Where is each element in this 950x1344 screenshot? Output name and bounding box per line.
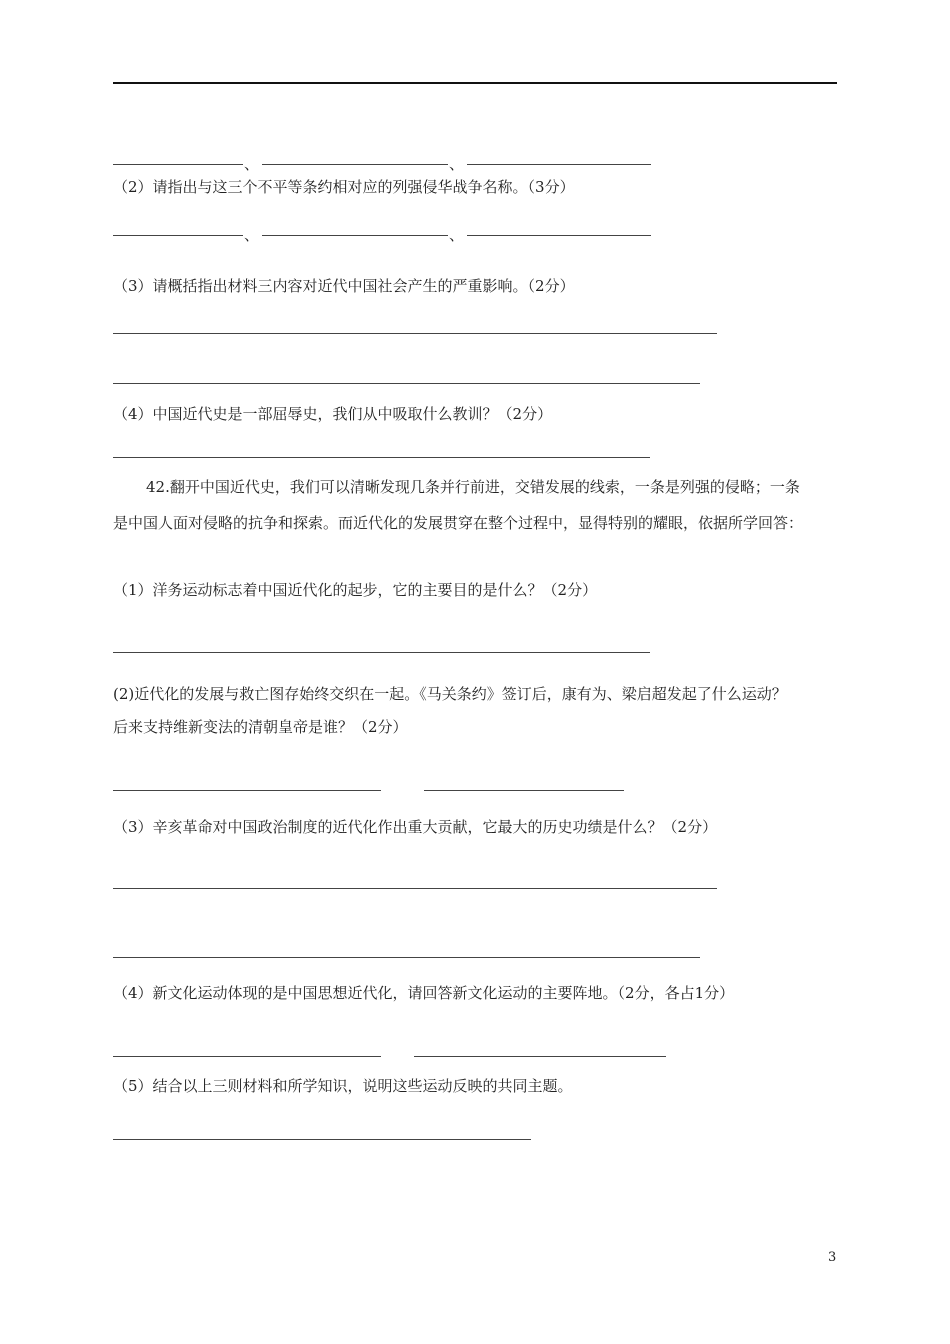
separator: 、 bbox=[244, 226, 260, 244]
question-41-2: （2）请指出与这三个不平等条约相对应的列强侵华战争名称。（3分） bbox=[113, 178, 575, 196]
answer-blank[interactable] bbox=[113, 1139, 531, 1140]
question-42-intro-line1: 42.翻开中国近代史，我们可以清晰发现几条并行前进，交错发展的线索，一条是列强的侵略；一条 bbox=[146, 478, 800, 496]
answer-blank[interactable] bbox=[262, 164, 448, 165]
separator: 、 bbox=[449, 155, 465, 173]
separator: 、 bbox=[449, 226, 465, 244]
question-42-intro-line2: 是中国人面对侵略的抗争和探索。而近代化的发展贯穿在整个过程中，显得特别的耀眼，依据所学回答： bbox=[113, 514, 804, 532]
question-42-1: （1）洋务运动标志着中国近代化的起步，它的主要目的是什么？（2分） bbox=[113, 581, 598, 599]
answer-blank[interactable] bbox=[113, 652, 650, 653]
answer-blank[interactable] bbox=[113, 235, 243, 236]
answer-blank[interactable] bbox=[424, 790, 624, 791]
answer-blank[interactable] bbox=[262, 235, 448, 236]
header-rule bbox=[113, 82, 837, 84]
question-42-5: （5）结合以上三则材料和所学知识，说明这些运动反映的共同主题。 bbox=[113, 1077, 573, 1095]
answer-blank[interactable] bbox=[113, 164, 243, 165]
question-42-2-line1: (2)近代化的发展与救亡图存始终交织在一起。《马关条约》签订后，康有为、梁启超发起了什么运动？ bbox=[113, 685, 787, 703]
answer-blank[interactable] bbox=[414, 1056, 666, 1057]
answer-blank[interactable] bbox=[467, 164, 651, 165]
question-42-2-line2: 后来支持维新变法的清朝皇帝是谁？（2分） bbox=[113, 718, 408, 736]
answer-blank[interactable] bbox=[467, 235, 651, 236]
answer-blank[interactable] bbox=[113, 383, 700, 384]
separator: 、 bbox=[244, 155, 260, 173]
answer-blank[interactable] bbox=[113, 457, 650, 458]
page-number: 3 bbox=[828, 1250, 837, 1265]
question-42-3: （3）辛亥革命对中国政治制度的近代化作出重大贡献，它最大的历史功绩是什么？（2分） bbox=[113, 818, 718, 836]
question-41-4: （4）中国近代史是一部屈辱史，我们从中吸取什么教训？（2分） bbox=[113, 405, 553, 423]
question-41-3: （3）请概括指出材料三内容对近代中国社会产生的严重影响。（2分） bbox=[113, 277, 575, 295]
question-42-4: （4）新文化运动体现的是中国思想近代化，请回答新文化运动的主要阵地。（2分，各占1分） bbox=[113, 984, 735, 1002]
answer-blank[interactable] bbox=[113, 333, 717, 334]
answer-blank[interactable] bbox=[113, 957, 700, 958]
answer-blank[interactable] bbox=[113, 888, 717, 889]
answer-blank[interactable] bbox=[113, 790, 381, 791]
answer-blank[interactable] bbox=[113, 1056, 381, 1057]
